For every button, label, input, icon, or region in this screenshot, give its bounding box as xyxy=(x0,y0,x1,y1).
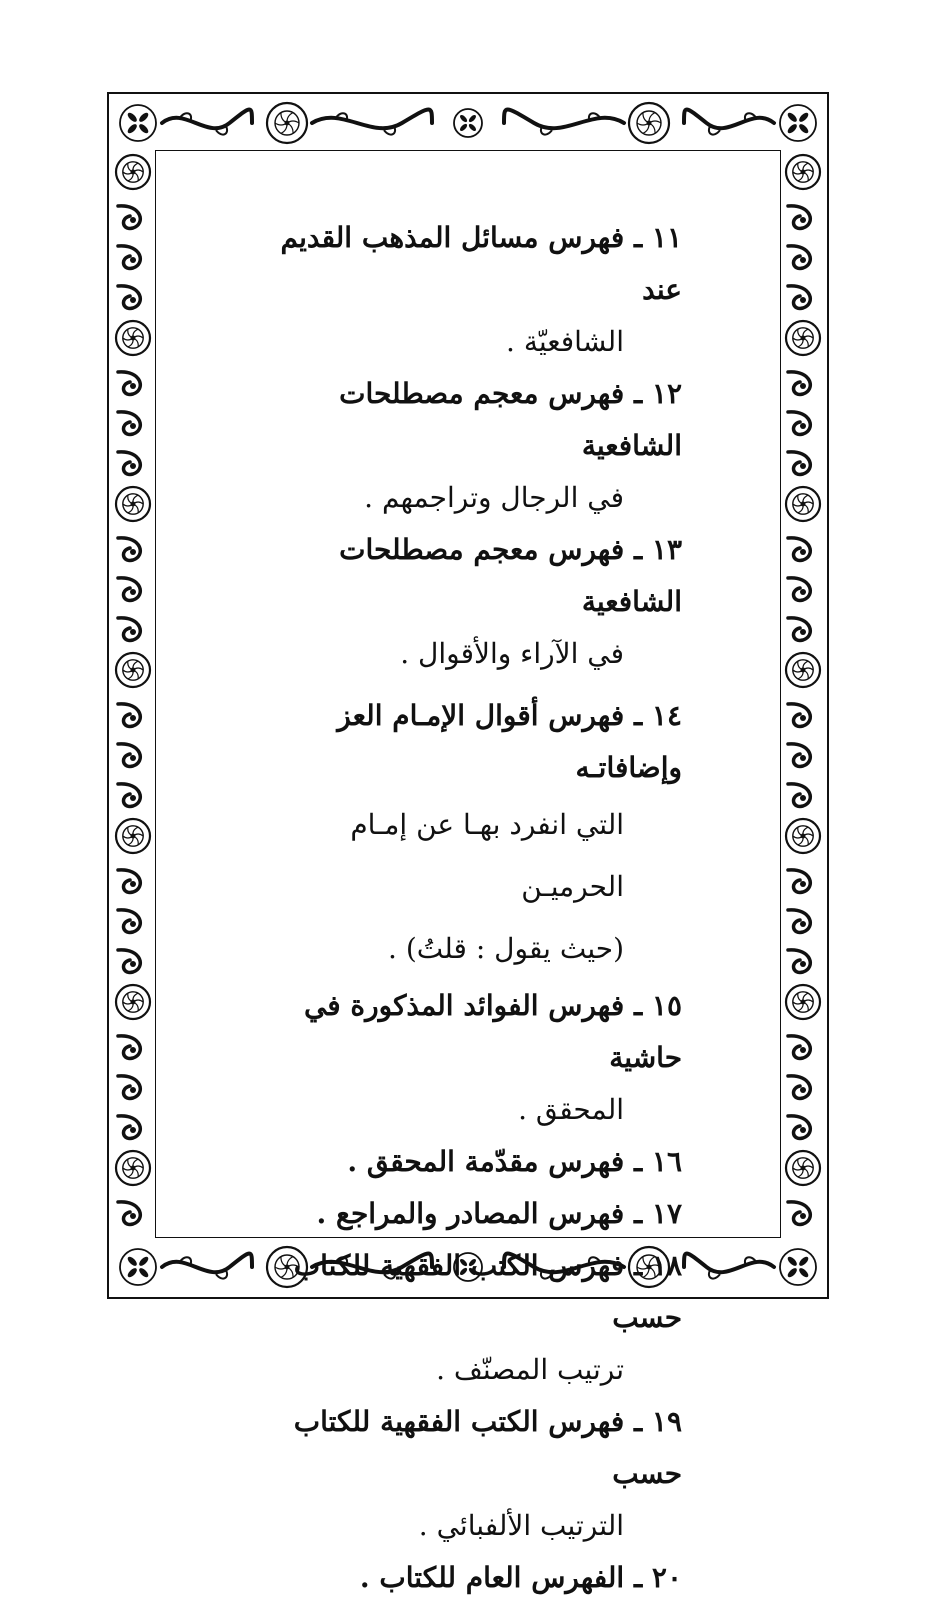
ornament-leaf xyxy=(118,246,140,269)
ornament-scroll xyxy=(684,110,774,135)
entry-dash: ـ xyxy=(633,221,643,254)
index-entry-19 xyxy=(262,1396,682,1552)
ornament-leaf xyxy=(118,538,140,561)
entry-number: ١٦ xyxy=(651,1145,682,1178)
entry-continuation: في الرجال وتراجمهم . xyxy=(364,481,624,514)
entry-dash: ـ xyxy=(633,1249,643,1282)
ornament-leaf xyxy=(118,452,140,475)
ornament-leaf xyxy=(118,286,140,309)
index-entry-16 xyxy=(262,1136,682,1188)
ornament-rosette xyxy=(786,819,820,853)
entry-title: فهرس معجم مصطلحات الشافعية xyxy=(339,377,682,462)
index-entry-11 xyxy=(262,212,682,368)
ornament-leaf xyxy=(118,372,140,395)
ornament-border-top xyxy=(112,97,824,149)
entry-dash: ـ xyxy=(633,1145,643,1178)
index-entry-15 xyxy=(262,980,682,1136)
entry-title: فهرس مسائل المذهب القديم عند xyxy=(280,221,682,306)
ornament-leaf xyxy=(788,578,810,601)
ornament-leaf xyxy=(788,452,810,475)
entry-dash: ـ xyxy=(633,1197,643,1230)
entry-continuation: الشافعيّة . xyxy=(506,325,624,358)
ornament-leaf xyxy=(118,910,140,933)
ornament-leaf xyxy=(788,1202,810,1225)
ornament-rosette xyxy=(116,985,150,1019)
ornament-border-right xyxy=(782,150,824,1240)
entry-title: فهرس الفوائد المذكورة في حاشية xyxy=(303,989,682,1074)
ornament-leaf xyxy=(788,246,810,269)
ornament-leaf xyxy=(118,1036,140,1059)
entry-number: ١٨ xyxy=(651,1249,682,1282)
ornament-scroll xyxy=(312,110,432,135)
ornament-leaf xyxy=(788,1036,810,1059)
ornament-leaf xyxy=(788,950,810,973)
ornament-rosette xyxy=(116,487,150,521)
ornament-leaf xyxy=(118,1202,140,1225)
entry-title: فهرس أقوال الإمـام العز وإضافاتـه xyxy=(337,699,682,784)
entry-dash: ـ xyxy=(633,699,643,732)
ornament-leaf xyxy=(118,412,140,435)
ornament-leaf xyxy=(118,206,140,229)
entry-continuation: التي انفرد بهـا عن إمـام الحرميـن xyxy=(350,808,624,903)
ornament-leaf xyxy=(118,1076,140,1099)
ornament-rosette xyxy=(116,155,150,189)
ornament-rosette xyxy=(786,1151,820,1185)
ornament-fleur xyxy=(780,105,816,141)
ornament-leaf xyxy=(118,784,140,807)
ornament-fleur xyxy=(454,109,482,137)
ornament-leaf xyxy=(118,578,140,601)
ornament-leaf xyxy=(118,950,140,973)
ornament-rosette xyxy=(116,819,150,853)
index-entry-13 xyxy=(262,524,682,680)
entry-number: ٢٠ xyxy=(651,1561,682,1594)
entry-number: ١٥ xyxy=(651,989,682,1022)
ornament-leaf xyxy=(118,618,140,641)
ornament-leaf xyxy=(118,1116,140,1139)
index-entry-17 xyxy=(262,1188,682,1240)
entry-title: فهرس الكتب الفقهية للكتاب حسب xyxy=(293,1249,682,1334)
entry-continuation: الترتيب الألفبائي . xyxy=(418,1509,624,1542)
entry-title: فهرس المصادر والمراجع . xyxy=(316,1197,625,1230)
ornament-border-left xyxy=(112,150,154,1240)
entry-dash: ـ xyxy=(633,1561,643,1594)
index-entry-14 xyxy=(262,690,682,980)
ornament-leaf xyxy=(788,704,810,727)
entry-number: ١٤ xyxy=(651,699,682,732)
entry-continuation: المحقق . xyxy=(518,1093,624,1126)
entry-number: ١٣ xyxy=(651,533,682,566)
ornament-fleur xyxy=(120,1249,156,1285)
entry-number: ١٩ xyxy=(651,1405,682,1438)
ornament-rosette xyxy=(629,103,669,143)
entry-dash: ـ xyxy=(633,1405,643,1438)
entry-continuation: ترتيب المصنّف . xyxy=(436,1353,624,1386)
ornament-rosette xyxy=(116,321,150,355)
ornament-leaf xyxy=(788,870,810,893)
ornament-leaf xyxy=(788,744,810,767)
ornament-scroll xyxy=(162,110,252,135)
index-list xyxy=(262,212,682,1604)
ornament-rosette xyxy=(786,321,820,355)
index-entry-20 xyxy=(262,1552,682,1604)
entry-dash: ـ xyxy=(633,989,643,1022)
ornament-leaf xyxy=(788,538,810,561)
ornament-leaf xyxy=(118,704,140,727)
entry-continuation: في الآراء والأقوال . xyxy=(400,637,624,670)
ornament-leaf xyxy=(118,744,140,767)
index-entry-12 xyxy=(262,368,682,524)
ornament-fleur xyxy=(780,1249,816,1285)
ornament-rosette xyxy=(786,985,820,1019)
entry-title: فهرس الكتب الفقهية للكتاب حسب xyxy=(293,1405,682,1490)
ornament-leaf xyxy=(788,1076,810,1099)
ornament-scroll xyxy=(684,1254,774,1279)
entry-continuation: (حيث يقول : قلتُ) . xyxy=(388,932,624,965)
ornament-rosette xyxy=(786,653,820,687)
entry-dash: ـ xyxy=(633,533,643,566)
ornament-rosette xyxy=(116,653,150,687)
ornament-leaf xyxy=(788,286,810,309)
entry-number: ١٢ xyxy=(651,377,682,410)
index-entry-18 xyxy=(262,1240,682,1396)
ornament-scroll xyxy=(162,1254,252,1279)
ornament-leaf xyxy=(788,372,810,395)
ornament-rosette xyxy=(267,103,307,143)
ornament-leaf xyxy=(788,910,810,933)
entry-number: ١١ xyxy=(651,221,682,254)
entry-title: الفهرس العام للكتاب . xyxy=(359,1561,625,1594)
ornament-leaf xyxy=(788,412,810,435)
ornament-rosette xyxy=(786,487,820,521)
entry-title: فهرس مقدّمة المحقق . xyxy=(347,1145,625,1178)
ornament-rosette xyxy=(786,155,820,189)
ornament-leaf xyxy=(118,870,140,893)
ornament-leaf xyxy=(788,206,810,229)
ornament-fleur xyxy=(120,105,156,141)
ornament-scroll xyxy=(504,110,624,135)
ornament-leaf xyxy=(788,618,810,641)
ornament-rosette xyxy=(116,1151,150,1185)
entry-title: فهرس معجم مصطلحات الشافعية xyxy=(339,533,682,618)
ornament-leaf xyxy=(788,784,810,807)
entry-number: ١٧ xyxy=(651,1197,682,1230)
entry-dash: ـ xyxy=(633,377,643,410)
ornament-leaf xyxy=(788,1116,810,1139)
